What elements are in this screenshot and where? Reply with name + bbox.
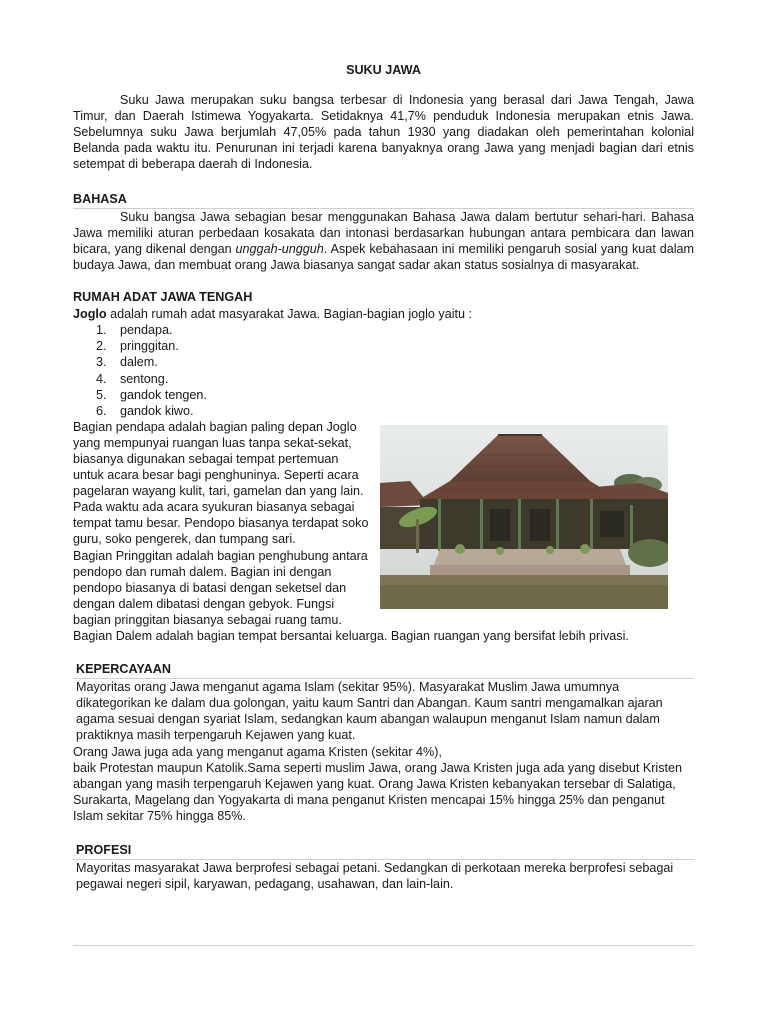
joglo-parts-list	[96, 322, 694, 419]
intro-paragraph: Suku Jawa merupakan suku bangsa terbesar di Indonesia yang berasal dari Jawa Tengah, Jawa Timur, dan Daerah Istimewa Yogyakarta. Setidaknya 41,7% penduduk Indonesia merupakan etnis Jawa. Sebelumnya suku Jawa berjumlah 47,05% pada tahun 1930 yang diadakan oleh pemerintahan kolonial Belanda pada waktu itu. Penurunan ini terjadi karena banyaknya orang Jawa yang menjadi bagian dari etnis setempat di beberapa daerah di Indonesia.	[73, 93, 694, 172]
bahasa-text-2: . Aspek kebahasaan ini memiliki pengaruh sosial yang kuat dalam budaya Jawa, dan membuat orang Jawa biasanya sangat sadar akan status sosialnya di masyarakat.	[73, 241, 694, 272]
pendapa-paragraph: Bagian pendapa adalah bagian paling depan Joglo yang mempunyai ruangan luas tanpa sekat-sekat, biasanya digunakan sebagai tempat pertemuan untuk acara besar bagi penghuninya. Seperti acara pagelaran wayang kulit, tari, gamelan dan yang lain. Pada waktu ada acara syukuran biasanya sebagai tempat tamu besar. Pendopo biasanya terdapat soko guru, soko pengerek, dan tumpang sari.	[73, 419, 369, 547]
pringgitan-paragraph: Bagian Pringgitan adalah bagian penghubung antara pendopo dan rumah dalem. Bagian ini dengan pendopo biasanya di batasi dengan seketsel dan dengan dalem dibatasi dengan gebyok. Fungsi bagian pringgitan biasanya sebagai ruang tamu.	[73, 548, 368, 627]
list-item: 5. gandok tengen.	[96, 387, 207, 402]
bahasa-text-1: Suku bangsa Jawa sebagian besar menggunakan Bahasa Jawa dalam bertutur sehari-hari. Bahasa Jawa memiliki aturan perbedaan kosakata dan intonasi berdasarkan hubungan antara pembicara dan lawan bicara, yang dikenal dengan	[73, 209, 694, 256]
list-item: 2. pringgitan.	[96, 339, 179, 354]
heading-profesi: PROFESI	[73, 842, 694, 860]
heading-kepercayaan: KEPERCAYAAN	[73, 661, 694, 679]
heading-bahasa: BAHASA	[73, 191, 694, 209]
document-page	[73, 62, 694, 892]
document-title: SUKU JAWA	[346, 63, 421, 77]
kepercayaan-paragraph-2: Orang Jawa juga ada yang menganut agama Kristen (sekitar 4%),	[73, 744, 442, 759]
joglo-section	[73, 419, 694, 644]
heading-rumah-adat: RUMAH ADAT JAWA TENGAH	[73, 290, 253, 305]
dalem-paragraph: Bagian Dalem adalah bagian tempat bersantai keluarga. Bagian ruangan yang bersifat lebih privasi.	[73, 629, 629, 643]
page-bottom-rule	[73, 945, 694, 946]
joglo-intro-text: adalah rumah adat masyarakat Jawa. Bagian-bagian joglo yaitu :	[106, 307, 473, 322]
joglo-intro	[73, 306, 694, 322]
bahasa-paragraph	[73, 209, 694, 273]
list-item: 4. sentong.	[96, 371, 169, 386]
list-item: 6. gandok kiwo.	[96, 403, 194, 418]
profesi-paragraph: Mayoritas masyarakat Jawa berprofesi sebagai petani. Sedangkan di perkotaan mereka berprofesi sebagai pegawai negeri sipil, karyawan, pedagang, usahawan, dan lain-lain.	[76, 861, 674, 892]
kepercayaan-paragraph-1: Mayoritas orang Jawa menganut agama Islam (sekitar 95%). Masyarakat Muslim Jawa umumnya dikategorikan ke dalam dua golongan, yaitu kaum Santri dan Abangan. Kaum santri mengamalkan ajaran agama sesuai dengan syariat Islam, sedangkan kaum abangan walaupun menganut Islam namun dalam praktiknya masih terpengaruh Kejawen yang kuat.	[76, 680, 663, 743]
bahasa-term-italic: unggah-ungguh	[235, 241, 324, 256]
list-item: 1. pendapa.	[96, 323, 173, 338]
list-item: 3. dalem.	[96, 355, 158, 370]
joglo-house-photo	[380, 425, 668, 609]
joglo-term: Joglo	[73, 307, 107, 322]
kepercayaan-paragraph-3: baik Protestan maupun Katolik.Sama seperti muslim Jawa, orang Jawa Kristen juga ada yang disebut Kristen abangan yang masih terpengaruh Kejawen yang kuat. Orang Jawa Kristen kebanyakan tersebar di Salatiga, Surakarta, Magelang dan Yogyakarta di mana penganut Kristen mencapai 15% hingga 25% dan penganut Islam sekitar 75% hingga 85%.	[73, 760, 683, 823]
